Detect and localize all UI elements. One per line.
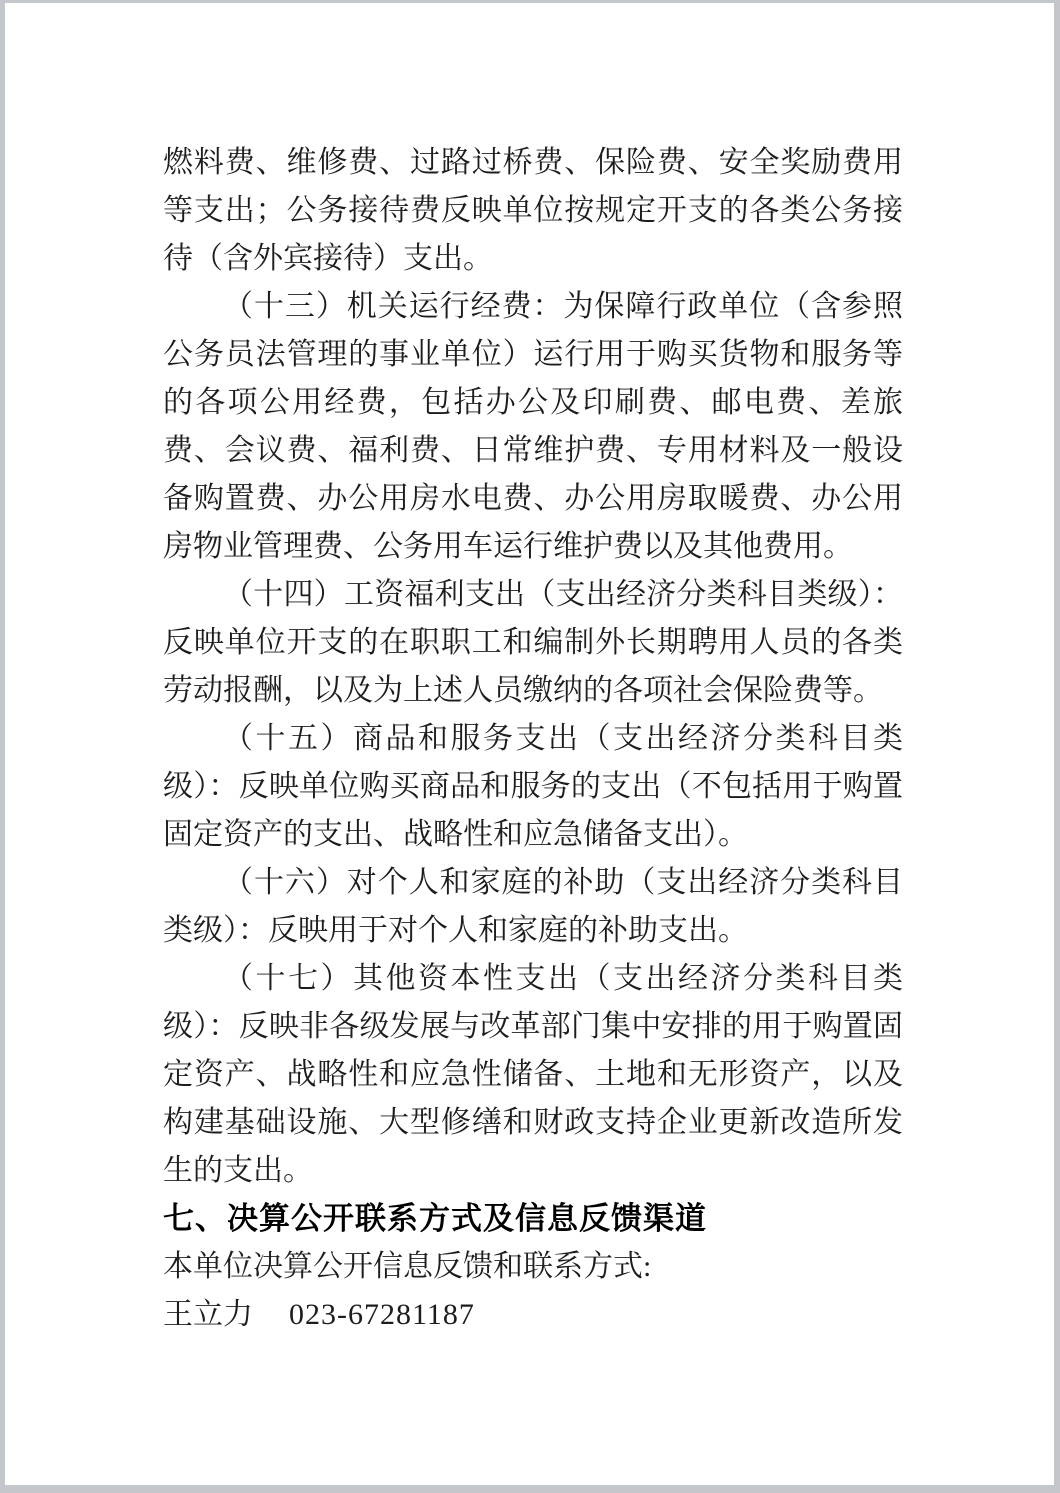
contact-line [163, 1291, 903, 1339]
document-content [163, 139, 903, 1339]
paragraph-item-16-individual-family-subsidy: （十六）对个人和家庭的补助（支出经济分类科目类级）：反映用于对个人和家庭的补助支出。 [163, 866, 903, 947]
paragraph-item-13-agency-operating-funds: （十三）机关运行经费：为保障行政单位（含参照公务员法管理的事业单位）运行用于购买货物和服务等的各项公用经费，包括办公及印刷费、邮电费、差旅费、会议费、福利费、日常维护费、专用材料及一般设备购置费、办公用房水电费、办公用房取暖费、办公用房物业管理费、公务用车运行维护费以及其他费用。 [163, 290, 903, 563]
paragraph-item-17-other-capital-expenditure: （十七）其他资本性支出（支出经济分类科目类级）：反映非各级发展与改革部门集中安排的用于购置固定资产、战略性和应急性储备、土地和无形资产，以及构建基础设施、大型修缮和财政支持企业更新改造所发生的支出。 [163, 962, 903, 1187]
section-7-heading: 七、决算公开联系方式及信息反馈渠道 [163, 1201, 707, 1236]
contact-phone: 023-67281187 [289, 1298, 475, 1331]
paragraph-item-14-wage-welfare-expenditure: （十四）工资福利支出（支出经济分类科目类级）：反映单位开支的在职职工和编制外长期聘用人员的各类劳动报酬，以及为上述人员缴纳的各项社会保险费等。 [163, 578, 903, 707]
contact-intro: 本单位决算公开信息反馈和联系方式: [163, 1250, 652, 1283]
paragraph-item-15-goods-services-expenditure: （十五）商品和服务支出（支出经济分类科目类级）：反映单位购买商品和服务的支出（不包括用于购置固定资产的支出、战略性和应急储备支出）。 [163, 722, 903, 851]
contact-name: 王立力 [163, 1298, 253, 1331]
paragraph-vehicle-expense-continuation: 燃料费、维修费、过路过桥费、保险费、安全奖励费用等支出；公务接待费反映单位按规定开支的各类公务接待（含外宾接待）支出。 [163, 146, 903, 275]
document-page [5, 3, 1054, 1485]
